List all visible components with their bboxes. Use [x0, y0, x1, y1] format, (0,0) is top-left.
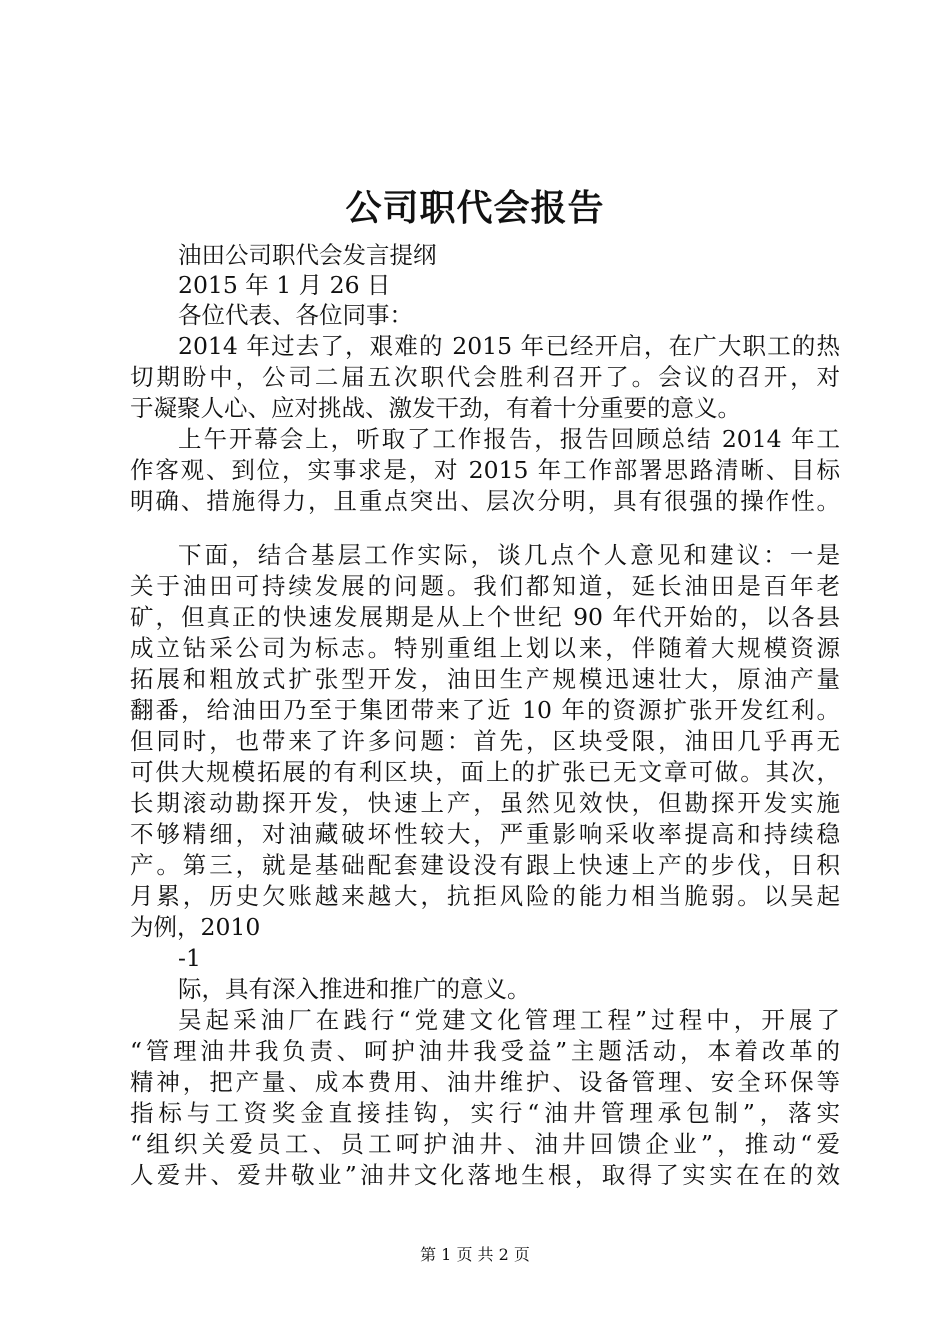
page-title: 公司职代会报告 — [345, 187, 605, 229]
text-line: “管理油井我负责、呵护油井我受益”主题活动，本着改革的 — [130, 1037, 840, 1065]
text-line: 下面，结合基层工作实际，谈几点个人意见和建议：一是 — [178, 541, 840, 569]
text-line: “组织关爱员工、员工呵护油井、油井回馈企业”，推动“爱 — [130, 1130, 840, 1158]
text-line: 但同时，也带来了许多问题：首先，区块受限，油田几乎再无 — [130, 727, 840, 755]
text-line: 矿，但真正的快速发展期是从上个世纪 90 年代开始的，以各县 — [130, 603, 840, 631]
text-line: 指标与工资奖金直接挂钩，实行“油井管理承包制”，落实 — [130, 1099, 840, 1127]
text-line: 明确、措施得力，且重点突出、层次分明，具有很强的操作性。 — [130, 487, 840, 515]
text-line: 上午开幕会上，听取了工作报告，报告回顾总结 2014 年工 — [178, 425, 840, 453]
text-line: 关于油田可持续发展的问题。我们都知道，延长油田是百年老 — [130, 572, 840, 600]
text-line: -1 — [178, 944, 201, 972]
text-line: 拓展和粗放式扩张型开发，油田生产规模迅速壮大，原油产量 — [130, 665, 840, 693]
text-line: 油田公司职代会发言提纲 — [178, 241, 437, 269]
text-line: 切期盼中，公司二届五次职代会胜利召开了。会议的召开，对 — [130, 363, 840, 391]
text-line: 吴起采油厂在践行“党建文化管理工程”过程中，开展了 — [178, 1006, 840, 1034]
page-footer: 第 1 页 共 2 页 — [420, 1245, 530, 1264]
text-line: 2014 年过去了，艰难的 2015 年已经开启，在广大职工的热 — [178, 332, 840, 360]
text-line: 月累，历史欠账越来越大，抗拒风险的能力相当脆弱。以吴起 — [130, 882, 840, 910]
text-line: 于凝聚人心、应对挑战、激发干劲，有着十分重要的意义。 — [130, 394, 741, 422]
text-line: 翻番，给油田乃至于集团带来了近 10 年的资源扩张开发红利。 — [130, 696, 840, 724]
text-line: 2015 年 1 月 26 日 — [178, 271, 391, 299]
text-line: 际，具有深入推进和推广的意义。 — [178, 975, 531, 1003]
text-line: 长期滚动勘探开发，快速上产，虽然见效快，但勘探开发实施 — [130, 789, 840, 817]
text-line: 各位代表、各位同事： — [178, 301, 413, 329]
text-line: 成立钻采公司为标志。特别重组上划以来，伴随着大规模资源 — [130, 634, 840, 662]
text-line: 人爱井、爱井敬业”油井文化落地生根，取得了实实在在的效 — [130, 1161, 840, 1189]
text-line: 精神，把产量、成本费用、油井维护、设备管理、安全环保等 — [130, 1068, 840, 1096]
text-line: 为例，2010 — [130, 913, 261, 941]
text-line: 不够精细，对油藏破坏性较大，严重影响采收率提高和持续稳 — [130, 820, 840, 848]
text-line: 作客观、到位，实事求是，对 2015 年工作部署思路清晰、目标 — [130, 456, 840, 484]
text-line: 产。第三，就是基础配套建设没有跟上快速上产的步伐，日积 — [130, 851, 840, 879]
text-line: 可供大规模拓展的有利区块，面上的扩张已无文章可做。其次， — [130, 758, 840, 786]
